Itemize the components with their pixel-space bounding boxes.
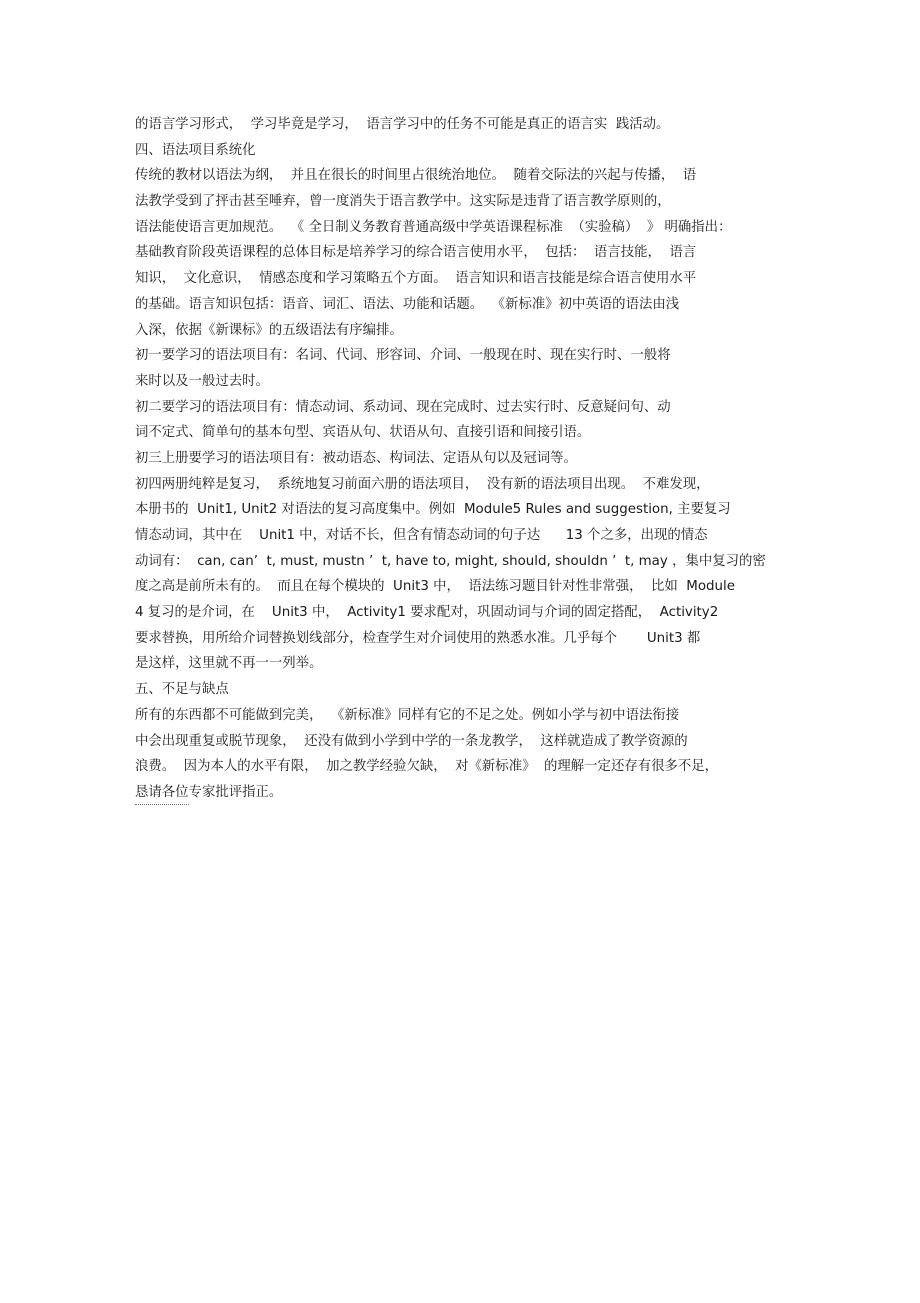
text-line: 的语言学习形式， 学习毕竟是学习， 语言学习中的任务不可能是真正的语言实 践活动。 [135,117,670,132]
text-line: 初一要学习的语法项目有：名词、代词、形容词、介词、一般现在时、现在实行时、一般将 [135,348,671,364]
document-body [135,112,785,806]
text-line: 动词有： can, can’ t, must, mustn ’ t, have to, might, should, shouldn ’ t, may ，集中复习的密 [135,553,766,569]
text-line: 本册书的 Unit1, Unit2 对语法的复习高度集中。例如 Module5 Rules and suggestion, 主要复习 [135,502,731,518]
text-line: 初二要学习的语法项目有：情态动词、系动词、现在完成时、过去实行时、反意疑问句、动 [135,399,671,415]
text-line: 的基础。语言知识包括：语音、词汇、语法、功能和话题。 《新标准》初中英语的语法由浅 [135,296,680,312]
text-line: 浪费。 因为本人的水平有限， 加之教学经验欠缺， 对《新标准》 的理解一定还存有很多不足， [135,759,719,775]
text-line: 是这样，这里就不再一一列举。 [135,656,323,672]
text-line: 度之高是前所未有的。 而且在每个模块的 Unit3 中， 语法练习题目针对性非常强， 比如 Module [135,579,735,595]
text-line: 词不定式、简单句的基本句型、宾语从句、状语从句、直接引语和间接引语。 [135,425,591,441]
section-heading-five: 五、不足与缺点 [135,682,229,698]
text-line: 传统的教材以语法为纲， 并且在很长的时间里占很统治地位。 随着交际法的兴起与传播， 语 [135,168,697,184]
text-line: 中会出现重复或脱节现象， 还没有做到小学到中学的一条龙教学， 这样就造成了教学资源的 [135,733,688,749]
text-line: 恳请各位专家批评指正。 [135,784,283,800]
text-line: 初三上册要学习的语法项目有：被动语态、构词法、定语从句以及冠词等。 [135,450,577,466]
text-line: 法教学受到了抨击甚至唾弃，曾一度消失于语言教学中。这实际是违背了语言教学原则的， [135,194,671,210]
footer-dotted-rule [135,804,189,805]
text-line: 要求替换，用所给介词替换划线部分，检查学生对介词使用的熟悉水准。几乎每个 Unit3 都 [135,630,701,646]
text-line: 4 复习的是介词，在 Unit3 中， Activity1 要求配对，巩固动词与介词的固定搭配， Activity2 [135,605,719,621]
text-line: 来时以及一般过去时。 [135,373,269,389]
text-line: 所有的东西都不可能做到完美， 《新标准》同样有它的不足之处。例如小学与初中语法衔接 [135,707,680,723]
text-line: 知识， 文化意识， 情感态度和学习策略五个方面。 语言知识和语言技能是综合语言使用水平 [135,271,697,287]
text-line: 入深，依据《新课标》的五级语法有序编排。 [135,322,403,338]
text-line: 情态动词，其中在 Unit1 中，对话不长，但含有情态动词的句子达 13 个之多，出现的情态 [135,528,708,543]
text-line: 初四两册纯粹是复习， 系统地复习前面六册的语法项目， 没有新的语法项目出现。 不难发现， [135,476,710,492]
text-line: 语法能使语言更加规范。 《 全日制义务教育普通高级中学英语课程标准 （实验稿） 》 明确指出： [135,219,732,235]
text-line: 基础教育阶段英语课程的总体目标是培养学习的综合语言使用水平， 包括： 语言技能， 语言 [135,245,697,261]
section-heading-four: 四、语法项目系统化 [135,142,256,158]
